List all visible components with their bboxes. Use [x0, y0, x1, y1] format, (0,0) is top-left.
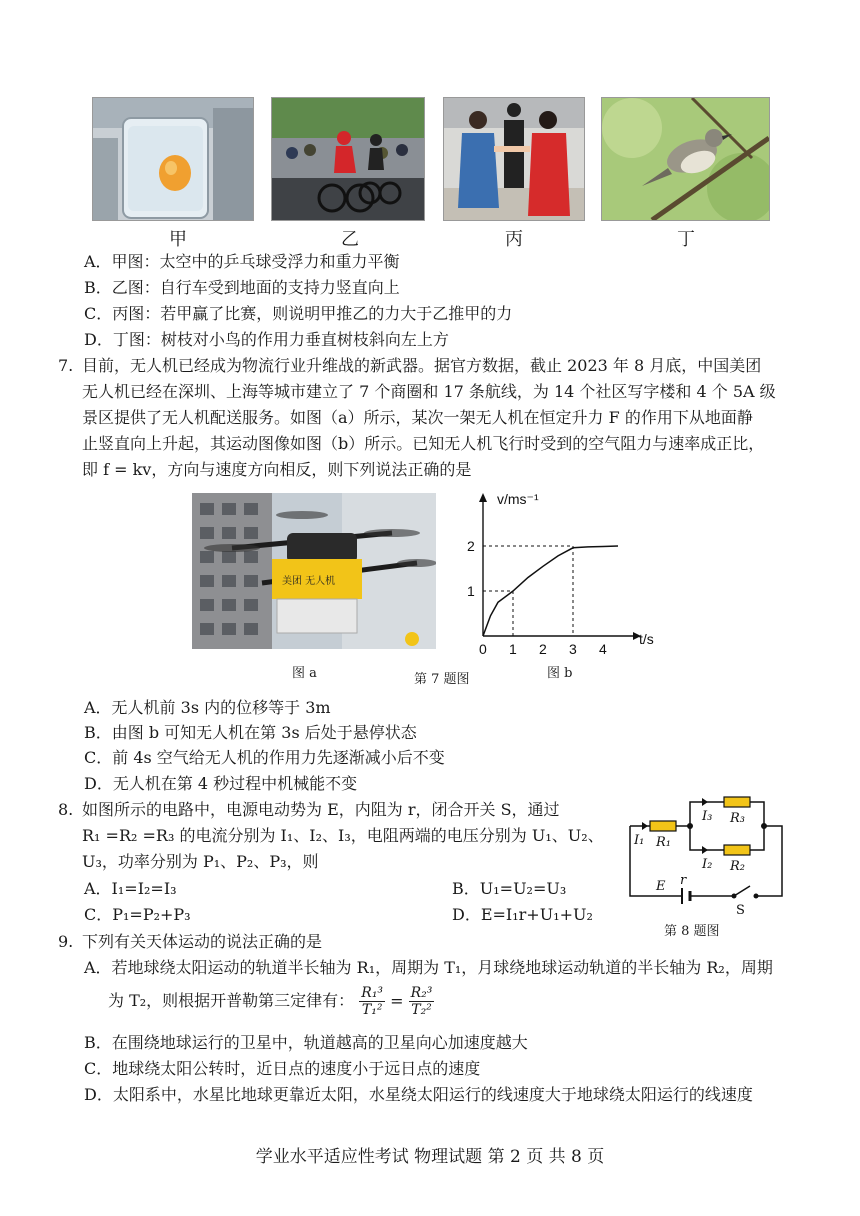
q8-stem-line-3: U₃，功率分别为 P₁、P₂、P₃，则 — [82, 852, 319, 871]
figure-b-velocity-time-graph — [455, 488, 655, 658]
label-s: S — [736, 903, 745, 914]
label-r3: R₃ — [730, 811, 745, 826]
y-axis-label: v/ms⁻¹ — [497, 491, 539, 507]
q9-option-c: C．地球绕太阳公转时，近日点的速度小于远日点的速度 — [84, 1059, 481, 1078]
label-e: E — [656, 879, 666, 894]
figure-a-label: 图 a — [292, 666, 317, 681]
resistor-r2 — [724, 845, 750, 855]
photo-caption-ding: 丁 — [677, 229, 695, 250]
q8-stem-line-1: 如图所示的电路中，电源电动势为 E，内阻为 r，闭合开关 S，通过 — [82, 800, 560, 819]
q7-option-d: D．无人机在第 4 秒过程中机械能不变 — [84, 774, 358, 793]
photo-yi-cyclists — [271, 97, 425, 221]
photo-jia-pingpong-in-space — [92, 97, 254, 221]
q9-option-b: B．在围绕地球运行的卫星中，轨道越高的卫星向心加速度越大 — [84, 1033, 528, 1052]
q8-option-d: D．E=I₁r+U₁+U₂ — [452, 905, 593, 924]
label-r: r — [680, 873, 687, 888]
q7-stem-line-4: 止竖直向上升起，其运动图像如图（b）所示。已知无人机飞行时受到的空气阻力与速率成正比， — [82, 434, 765, 453]
photo-caption-jia: 甲 — [169, 229, 187, 250]
q6-option-a: A．甲图：太空中的乒乓球受浮力和重力平衡 — [84, 252, 400, 271]
kepler-fraction-left: $\frac{\text{R₁³}}{\text{T₁²}}$ — [361, 985, 384, 1018]
q8-option-c: C．P₁=P₂+P₃ — [84, 905, 191, 924]
photo-bing-two-people-pushing — [443, 97, 585, 221]
figure-b-label: 图 b — [547, 666, 573, 681]
q8-number: 8. — [58, 800, 74, 819]
figure-q8-caption: 第 8 题图 — [664, 924, 720, 939]
photo-ding-bird-on-branch — [601, 97, 770, 221]
q7-stem-line-2: 无人机已经在深圳、上海等城市建立了 7 个商圈和 17 条航线，为 14 个社区写字楼和 4 个 5A 级 — [82, 382, 776, 401]
y-tick-label-1: 1 — [467, 583, 475, 599]
q7-number: 7. — [58, 356, 74, 375]
q7-stem-line-1: 目前，无人机已经成为物流行业升维战的新武器。据官方数据，截止 2023 年 8 月底，中国美团 — [82, 356, 762, 375]
x-tick-label-2: 2 — [539, 641, 547, 657]
label-r1: R₁ — [656, 835, 671, 850]
q6-option-c: C．丙图：若甲赢了比赛，则说明甲推乙的力大于乙推甲的力 — [84, 304, 513, 323]
x-tick-label-1: 1 — [509, 641, 517, 657]
q9-stem: 下列有关天体运动的说法正确的是 — [82, 932, 323, 951]
q9-option-a-line-1: A．若地球绕太阳运动的轨道半长轴为 R₁，周期为 T₁，月球绕地球运动轨道的半长轴为 R₂，周期 — [84, 958, 773, 977]
q7-option-a: A．无人机前 3s 内的位移等于 3m — [84, 698, 331, 717]
x-tick-label-0: 0 — [479, 641, 487, 657]
label-i2: I₂ — [702, 857, 713, 872]
resistor-r3 — [724, 797, 750, 807]
label-r2: R₂ — [730, 859, 745, 874]
kepler-fraction-right: $\frac{\text{R₂³}}{\text{T₂²}}$ — [410, 985, 433, 1018]
q7-option-c: C．前 4s 空气给无人机的作用力先逐渐减小后不变 — [84, 748, 445, 767]
photo-caption-yi: 乙 — [341, 229, 359, 250]
drone-box-text: 美团 无人机 — [282, 576, 336, 587]
q8-circuit-diagram — [622, 792, 792, 914]
y-axis-arrow — [479, 493, 487, 502]
q8-option-a: A．I₁=I₂=I₃ — [84, 879, 177, 898]
q8-option-b: B．U₁=U₂=U₃ — [452, 879, 567, 898]
q7-stem-line-5: 即 f = kv，方向与速度方向相反，则下列说法正确的是 — [82, 460, 472, 479]
q6-option-b: B．乙图：自行车受到地面的支持力竖直向上 — [84, 278, 400, 297]
q9-option-a-text: 为 T₂，则根据开普勒第三定律有： — [108, 991, 355, 1010]
x-tick-label-3: 3 — [569, 641, 577, 657]
q9-number: 9. — [58, 932, 74, 951]
label-i3: I₃ — [702, 809, 713, 824]
y-tick-label-2: 2 — [467, 538, 475, 554]
q8-stem-line-2: R₁ =R₂ =R₃ 的电流分别为 I₁、I₂、I₃，电阻两端的电压分别为 U₁、U₂、 — [82, 826, 604, 845]
x-axis-label: t/s — [639, 631, 654, 647]
label-i1: I₁ — [634, 833, 645, 848]
q9-option-a-line-2 — [108, 985, 434, 1018]
figure-q7-caption: 第 7 题图 — [414, 672, 470, 687]
page-footer: 学业水平适应性考试 物理试题 第 2 页 共 8 页 — [255, 1147, 605, 1167]
kepler-equals: = — [390, 991, 404, 1011]
q6-option-d: D．丁图：树枝对小鸟的作用力垂直树枝斜向左上方 — [84, 330, 449, 349]
resistor-r1 — [650, 821, 676, 831]
q7-stem-line-3: 景区提供了无人机配送服务。如图（a）所示，某次一架无人机在恒定升力 F 的作用下从地面静 — [82, 408, 753, 427]
figure-a-drone-photo — [192, 493, 436, 649]
q7-option-b: B．由图 b 可知无人机在第 3s 后处于悬停状态 — [84, 723, 417, 742]
q9-option-d: D．太阳系中，水星比地球更靠近太阳，水星绕太阳运行的线速度大于地球绕太阳运行的线速度 — [84, 1085, 753, 1104]
x-tick-label-4: 4 — [599, 641, 607, 657]
photo-caption-bing: 丙 — [505, 229, 523, 250]
